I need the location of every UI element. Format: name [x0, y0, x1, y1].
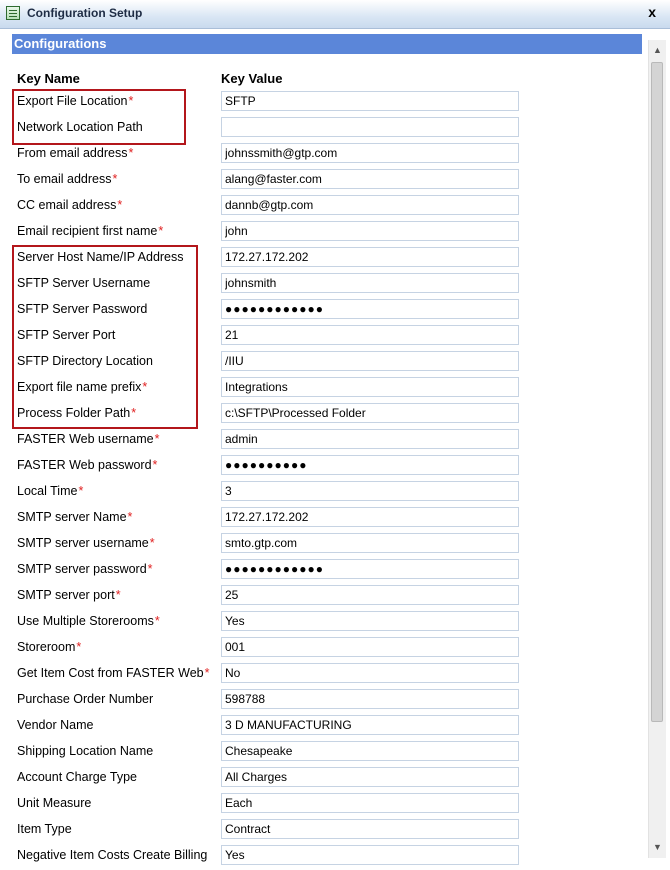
key-text: SFTP Server Password [17, 302, 148, 316]
key-value-input[interactable] [221, 195, 519, 215]
key-value-input[interactable] [221, 377, 519, 397]
config-row [8, 714, 648, 740]
key-text: SMTP server username [17, 536, 149, 550]
config-row [8, 844, 648, 870]
key-name-header: Key Name [17, 71, 80, 86]
key-text: SMTP server Name [17, 510, 127, 524]
key-value-input[interactable] [221, 507, 519, 527]
key-value-input[interactable] [221, 793, 519, 813]
key-value-input[interactable] [221, 637, 519, 657]
key-name-label [17, 666, 210, 680]
key-name-label [17, 744, 154, 758]
config-row [8, 168, 648, 194]
config-row [8, 220, 648, 246]
key-value-input[interactable] [221, 247, 519, 267]
required-marker: * [149, 536, 155, 550]
key-text: Export File Location [17, 94, 128, 108]
key-value-input[interactable] [221, 611, 519, 631]
key-name-label [17, 432, 160, 446]
highlight-box-export [12, 89, 186, 145]
key-value-input[interactable] [221, 143, 519, 163]
required-marker: * [154, 432, 160, 446]
config-row [8, 532, 648, 558]
key-text: FASTER Web password [17, 458, 152, 472]
required-marker: * [76, 640, 82, 654]
key-name-label [17, 770, 138, 784]
required-marker: * [128, 94, 134, 108]
key-value-input[interactable] [221, 403, 519, 423]
key-text: Get Item Cost from FASTER Web [17, 666, 204, 680]
highlight-box-sftp [12, 245, 198, 429]
key-value-input[interactable] [221, 351, 519, 371]
key-value-header: Key Value [221, 71, 283, 86]
key-text: Negative Item Costs Create Billing [17, 848, 208, 862]
config-row [8, 636, 648, 662]
config-row [8, 818, 648, 844]
key-text: Purchase Order Number [17, 692, 154, 706]
required-marker: * [112, 172, 118, 186]
form-icon [6, 6, 20, 20]
key-value-input[interactable] [221, 299, 519, 319]
key-value-input[interactable] [221, 559, 519, 579]
config-row [8, 506, 648, 532]
key-name-label [17, 146, 133, 160]
key-value-input[interactable] [221, 585, 519, 605]
key-text: Server Host Name/IP Address [17, 250, 184, 264]
key-text: From email address [17, 146, 128, 160]
key-value-input[interactable] [221, 273, 519, 293]
key-name-label [17, 588, 121, 602]
key-name-label [17, 796, 92, 810]
key-text: Network Location Path [17, 120, 143, 134]
config-row [8, 766, 648, 792]
key-name-label [17, 510, 132, 524]
key-value-input[interactable] [221, 117, 519, 137]
config-row [8, 428, 648, 454]
config-row [8, 688, 648, 714]
key-value-input[interactable] [221, 819, 519, 839]
key-text: Item Type [17, 822, 72, 836]
config-row [8, 480, 648, 506]
key-text: Account Charge Type [17, 770, 137, 784]
key-value-input[interactable] [221, 221, 519, 241]
key-value-input[interactable] [221, 767, 519, 787]
key-name-label [17, 848, 208, 862]
key-text: To email address [17, 172, 112, 186]
key-value-input[interactable] [221, 845, 519, 865]
key-text: FASTER Web username [17, 432, 154, 446]
key-name-label [17, 484, 83, 498]
key-value-input[interactable] [221, 663, 519, 683]
key-text: SMTP server password [17, 562, 147, 576]
key-value-input[interactable] [221, 715, 519, 735]
title-bar [0, 0, 670, 29]
key-text: SMTP server port [17, 588, 115, 602]
section-header: Configurations [12, 34, 642, 54]
key-text: Email recipient first name [17, 224, 158, 238]
key-value-input[interactable] [221, 325, 519, 345]
config-row [8, 584, 648, 610]
key-value-input[interactable] [221, 481, 519, 501]
key-value-input[interactable] [221, 455, 519, 475]
key-value-input[interactable] [221, 169, 519, 189]
required-marker: * [152, 458, 158, 472]
key-text: Process Folder Path [17, 406, 131, 420]
configuration-panel [8, 28, 648, 870]
config-row [8, 454, 648, 480]
required-marker: * [147, 562, 153, 576]
required-marker: * [154, 614, 160, 628]
scroll-down-icon[interactable]: ▼ [653, 842, 662, 852]
key-text: Vendor Name [17, 718, 94, 732]
required-marker: * [158, 224, 164, 238]
key-text: SFTP Server Username [17, 276, 151, 290]
config-row [8, 558, 648, 584]
required-marker: * [131, 406, 137, 420]
config-row [8, 610, 648, 636]
config-row [8, 662, 648, 688]
key-name-label [17, 822, 73, 836]
key-name-label [17, 692, 154, 706]
key-text: SFTP Server Port [17, 328, 116, 342]
vertical-scrollbar[interactable] [648, 40, 666, 858]
key-name-label [17, 172, 117, 186]
key-name-label [17, 640, 81, 654]
config-row [8, 142, 648, 168]
required-marker: * [127, 510, 133, 524]
key-value-input[interactable] [221, 689, 519, 709]
key-value-input[interactable] [221, 741, 519, 761]
scroll-up-icon[interactable]: ▲ [653, 45, 662, 55]
required-marker: * [78, 484, 84, 498]
key-name-label [17, 458, 157, 472]
key-name-label [17, 614, 160, 628]
key-text: Local Time [17, 484, 78, 498]
required-marker: * [128, 146, 134, 160]
scrollbar-thumb[interactable] [651, 62, 663, 722]
required-marker: * [204, 666, 210, 680]
required-marker: * [142, 380, 148, 394]
key-text: Storeroom [17, 640, 76, 654]
key-value-input[interactable] [221, 533, 519, 553]
key-text: Unit Measure [17, 796, 92, 810]
config-row [8, 792, 648, 818]
close-button[interactable]: x [648, 4, 656, 20]
key-text: Export file name prefix [17, 380, 142, 394]
key-value-input[interactable] [221, 429, 519, 449]
required-marker: * [115, 588, 121, 602]
key-text: SFTP Directory Location [17, 354, 153, 368]
key-text: CC email address [17, 198, 117, 212]
required-marker: * [117, 198, 123, 212]
key-name-label [17, 536, 155, 550]
key-name-label [17, 224, 163, 238]
key-text: Use Multiple Storerooms [17, 614, 154, 628]
key-name-label [17, 198, 122, 212]
key-value-input[interactable] [221, 91, 519, 111]
config-row [8, 740, 648, 766]
key-name-label [17, 718, 94, 732]
key-name-label [17, 562, 153, 576]
window-title: Configuration Setup [27, 6, 143, 20]
key-text: Shipping Location Name [17, 744, 154, 758]
config-row [8, 194, 648, 220]
